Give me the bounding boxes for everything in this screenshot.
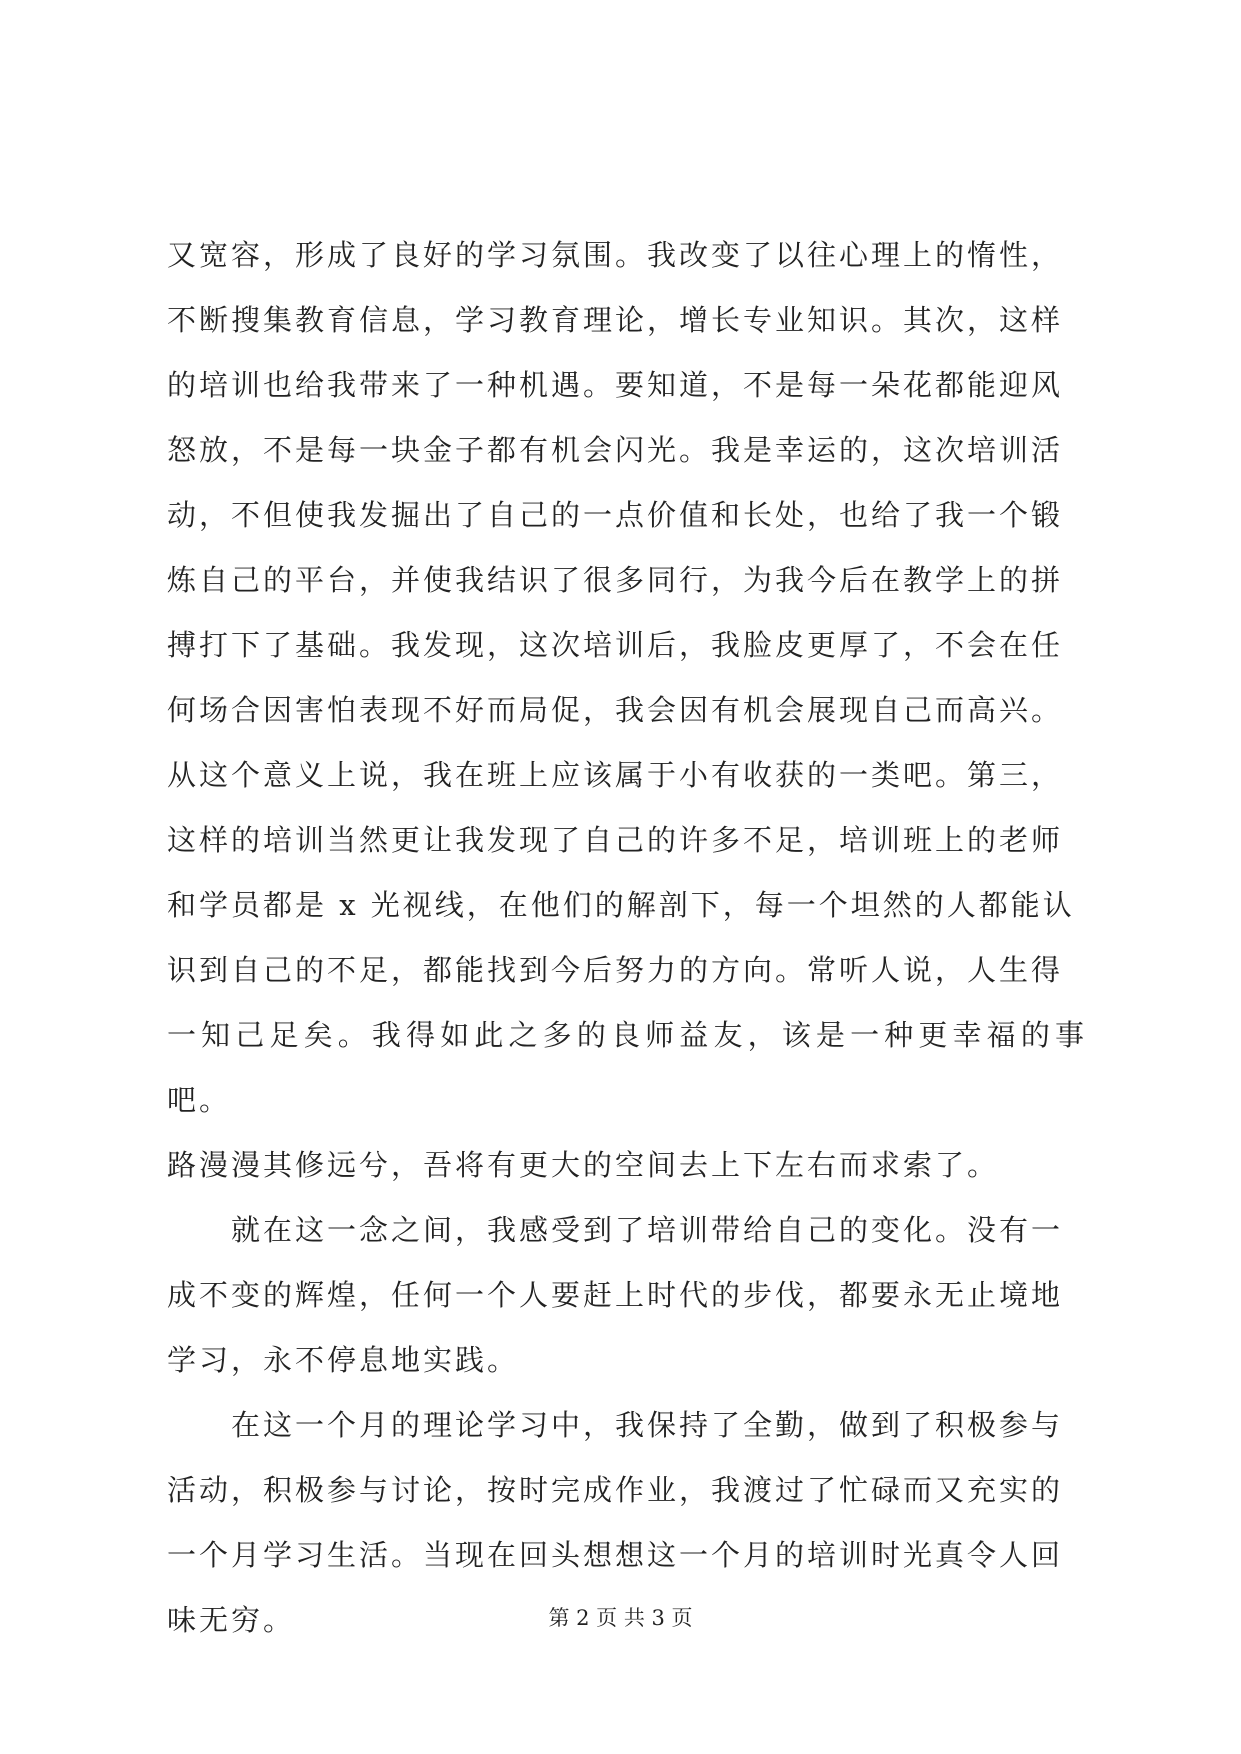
text-line: 的培训也给我带来了一种机遇。要知道，不是每一朵花都能迎风 <box>167 368 1064 402</box>
paragraph-2 <box>167 1198 1087 1393</box>
page-number-footer: 第 2 页 共 3 页 <box>548 1606 693 1630</box>
text-line: 搏打下了基础。我发现，这次培训后，我脸皮更厚了，不会在任 <box>167 628 1064 662</box>
text-line: 不断搜集教育信息，学习教育理论，增长专业知识。其次，这样 <box>167 303 1064 337</box>
text-line: 动，不但使我发掘出了自己的一点价值和长处，也给了我一个锻 <box>167 498 1064 532</box>
text-line: 路漫漫其修远兮，吾将有更大的空间去上下左右而求索了。 <box>167 1148 1000 1182</box>
text-line: 一知己足矣。我得如此之多的良师益友，该是一种更幸福的事吧。 <box>167 1018 1087 1117</box>
document-body <box>167 223 1087 1653</box>
text-line: 学习，永不停息地实践。 <box>167 1343 520 1377</box>
text-line: 一个月学习生活。当现在回头想想这一个月的培训时光真令人回 <box>167 1538 1064 1572</box>
text-line: 在这一个月的理论学习中，我保持了全勤，做到了积极参与 <box>231 1408 1064 1442</box>
text-line: 怒放，不是每一块金子都有机会闪光。我是幸运的，这次培训活 <box>167 433 1064 467</box>
text-line: 何场合因害怕表现不好而局促，我会因有机会展现自己而高兴。 <box>167 693 1064 727</box>
text-line: 炼自己的平台，并使我结识了很多同行，为我今后在教学上的拼 <box>167 563 1064 597</box>
text-line: 味无穷。 <box>167 1603 296 1637</box>
text-line: 又宽容，形成了良好的学习氛围。我改变了以往心理上的惰性， <box>167 238 1064 272</box>
text-line: 从这个意义上说，我在班上应该属于小有收获的一类吧。第三， <box>167 758 1064 792</box>
text-line: 就在这一念之间，我感受到了培训带给自己的变化。没有一 <box>231 1213 1064 1247</box>
paragraph-1 <box>167 223 1087 1198</box>
text-line: 活动，积极参与讨论，按时完成作业，我渡过了忙碌而又充实的 <box>167 1473 1064 1507</box>
text-line: 识到自己的不足，都能找到今后努力的方向。常听人说，人生得 <box>167 953 1064 987</box>
text-line: 和学员都是 x 光视线，在他们的解剖下，每一个坦然的人都能认 <box>167 888 1075 922</box>
text-line: 成不变的辉煌，任何一个人要赶上时代的步伐，都要永无止境地 <box>167 1278 1064 1312</box>
text-line: 这样的培训当然更让我发现了自己的许多不足，培训班上的老师 <box>167 823 1064 857</box>
